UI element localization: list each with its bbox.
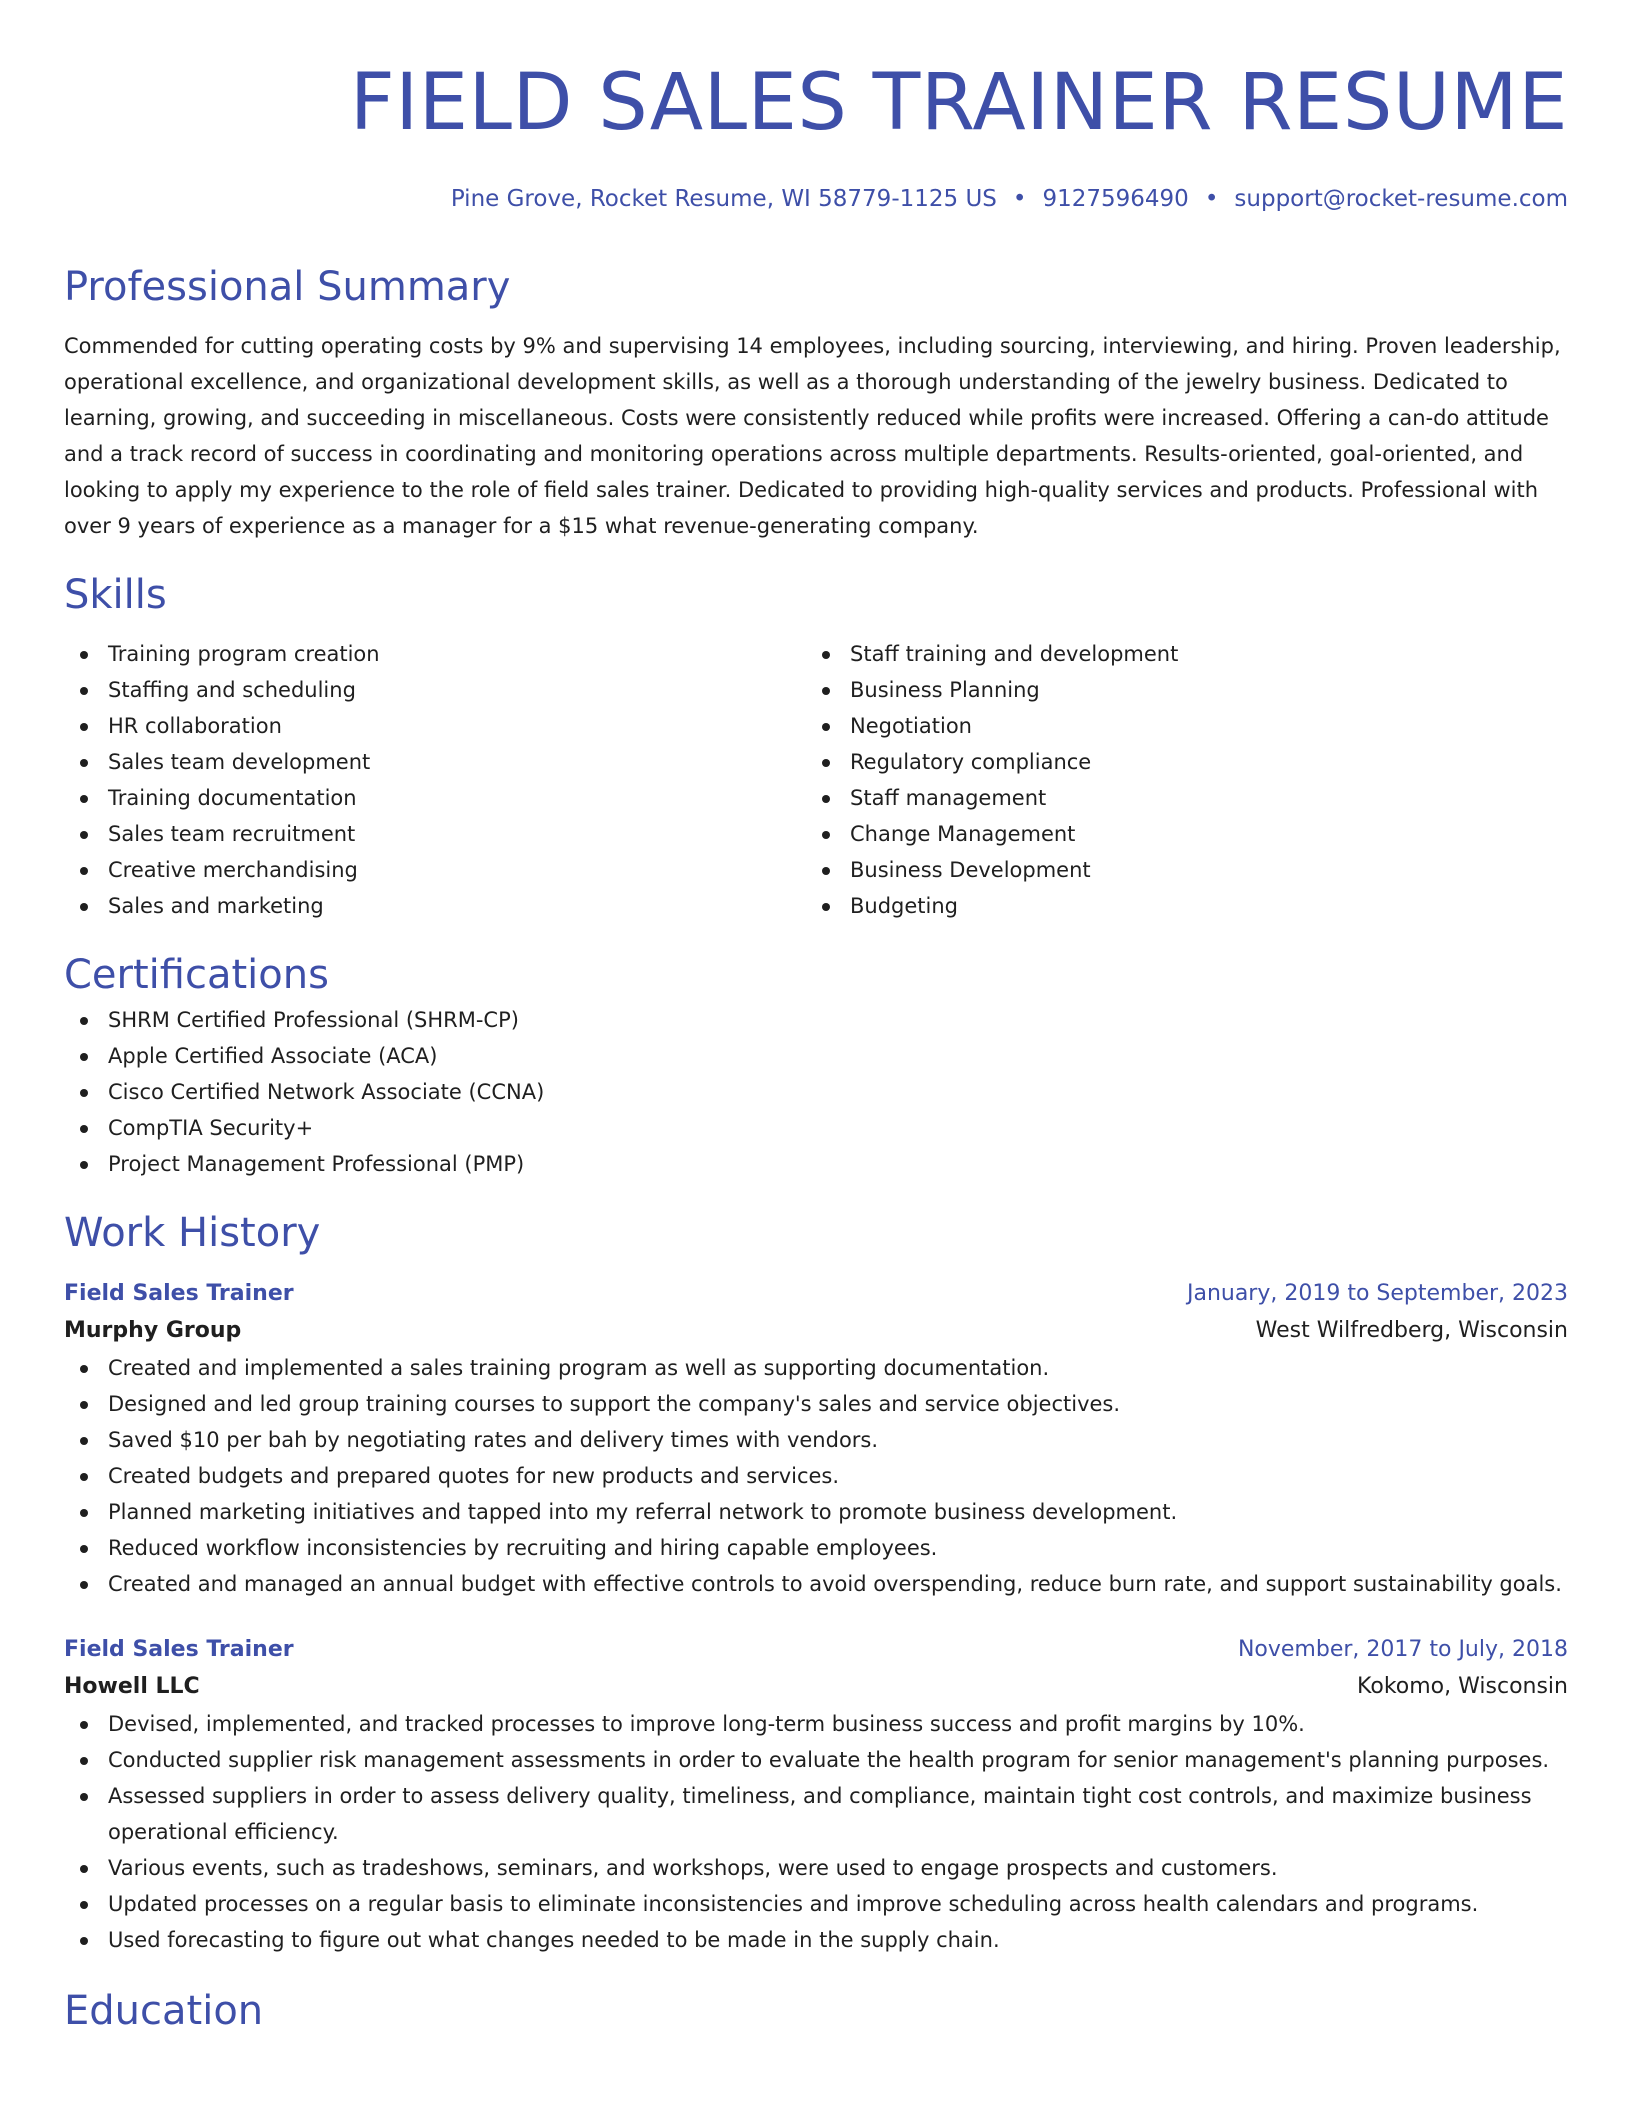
job-company: Howell LLC xyxy=(64,1674,200,1699)
skills-grid xyxy=(64,636,1568,924)
skill-item: Sales team development xyxy=(64,744,806,780)
certification-item: Apple Certified Associate (ACA) xyxy=(64,1038,1568,1074)
job-duty: Reduced workflow inconsistencies by recruiting and hiring capable employees. xyxy=(64,1530,1568,1566)
job-duty: Designed and led group training courses to support the company's sales and service objectives. xyxy=(64,1386,1568,1422)
skill-item: Staff management xyxy=(806,780,1548,816)
job-duty: Assessed suppliers in order to assess delivery quality, timeliness, and compliance, maintain tight cost controls, and maximize business operational efficiency. xyxy=(64,1778,1568,1850)
job-duty: Updated processes on a regular basis to eliminate inconsistencies and improve scheduling across health calendars and programs. xyxy=(64,1886,1568,1922)
contact-separator: • xyxy=(1204,186,1219,212)
certification-item: Project Management Professional (PMP) xyxy=(64,1146,1568,1182)
work-history-heading: Work History xyxy=(64,1210,321,1256)
job-header xyxy=(64,1276,1568,1312)
job-duty: Various events, such as tradeshows, seminars, and workshops, were used to engage prospects and customers. xyxy=(64,1850,1568,1886)
job-duties-list xyxy=(64,1350,1568,1602)
skills-left-list xyxy=(64,636,806,924)
job-location: Kokomo, Wisconsin xyxy=(1357,1674,1568,1699)
job-entry xyxy=(64,1632,1568,1958)
skill-item: Regulatory compliance xyxy=(806,744,1548,780)
skills-right-list xyxy=(806,636,1548,924)
contact-line xyxy=(64,184,1568,214)
skill-item: Creative merchandising xyxy=(64,852,806,888)
certification-item: Cisco Certified Network Associate (CCNA) xyxy=(64,1074,1568,1110)
certifications-list xyxy=(64,1002,1568,1182)
job-role: Field Sales Trainer xyxy=(64,1637,294,1662)
job-duty: Devised, implemented, and tracked processes to improve long-term business success and profit margins by 10%. xyxy=(64,1706,1568,1742)
skill-item: Budgeting xyxy=(806,888,1548,924)
skill-item: Change Management xyxy=(806,816,1548,852)
education-heading: Education xyxy=(64,1988,264,2034)
job-dates: November, 2017 to July, 2018 xyxy=(1237,1637,1568,1662)
skill-item: Sales and marketing xyxy=(64,888,806,924)
certification-item: SHRM Certified Professional (SHRM-CP) xyxy=(64,1002,1568,1038)
job-duty: Planned marketing initiatives and tapped into my referral network to promote business development. xyxy=(64,1494,1568,1530)
job-header xyxy=(64,1632,1568,1668)
job-company: Murphy Group xyxy=(64,1318,242,1343)
job-duties-list xyxy=(64,1706,1568,1958)
job-entry xyxy=(64,1276,1568,1602)
job-subheader xyxy=(64,1312,1568,1350)
skill-item: Sales team recruitment xyxy=(64,816,806,852)
job-role: Field Sales Trainer xyxy=(64,1281,294,1306)
job-duty: Used forecasting to figure out what changes needed to be made in the supply chain. xyxy=(64,1922,1568,1958)
certification-item: CompTIA Security+ xyxy=(64,1110,1568,1146)
certifications-heading: Certifications xyxy=(64,952,329,998)
skill-item: Negotiation xyxy=(806,708,1548,744)
summary-text: Commended for cutting operating costs by 9% and supervising 14 employees, including sourcing, interviewing, and hiring. Proven leadership, operational excellence, and organizational development skills, as well as a thorough understanding of the jewelry business. Dedicated to learning, growing, and succeeding in miscellaneous. Costs were consistently reduced while profits were increased. Offering a can-do attitude and a track record of success in coordinating and monitoring operations across multiple departments. Results-oriented, goal-oriented, and looking to apply my experience to the role of field sales trainer. Dedicated to providing high-quality services and products. Professional with over 9 years of experience as a manager for a $15 what revenue-generating company. xyxy=(64,334,1561,538)
job-dates: January, 2019 to September, 2023 xyxy=(1186,1281,1568,1306)
job-subheader xyxy=(64,1668,1568,1706)
job-duty: Created and implemented a sales training program as well as supporting documentation. xyxy=(64,1350,1568,1386)
contact-phone[interactable]: 9127596490 xyxy=(1042,186,1189,212)
skill-item: Staff training and development xyxy=(806,636,1548,672)
skill-item: HR collaboration xyxy=(64,708,806,744)
job-duty: Conducted supplier risk management assessments in order to evaluate the health program for senior management's planning purposes. xyxy=(64,1742,1568,1778)
skill-item: Staffing and scheduling xyxy=(64,672,806,708)
skill-item: Business Development xyxy=(806,852,1548,888)
resume-title: FIELD SALES TRAINER RESUME xyxy=(349,58,1568,148)
skill-item: Training documentation xyxy=(64,780,806,816)
skills-heading: Skills xyxy=(64,572,167,618)
skill-item: Training program creation xyxy=(64,636,806,672)
skill-item: Business Planning xyxy=(806,672,1548,708)
job-duty: Saved $10 per bah by negotiating rates and delivery times with vendors. xyxy=(64,1422,1568,1458)
summary-heading: Professional Summary xyxy=(64,264,511,310)
contact-email[interactable]: support@rocket-resume.com xyxy=(1234,186,1568,212)
job-duty: Created and managed an annual budget with effective controls to avoid overspending, reduce burn rate, and support sustainability goals. xyxy=(64,1566,1568,1602)
job-duty: Created budgets and prepared quotes for new products and services. xyxy=(64,1458,1568,1494)
contact-address: Pine Grove, Rocket Resume, WI 58779-1125 US xyxy=(450,186,997,212)
contact-separator: • xyxy=(1012,186,1027,212)
job-location: West Wilfredberg, Wisconsin xyxy=(1255,1318,1568,1343)
resume-page xyxy=(64,0,1568,2038)
